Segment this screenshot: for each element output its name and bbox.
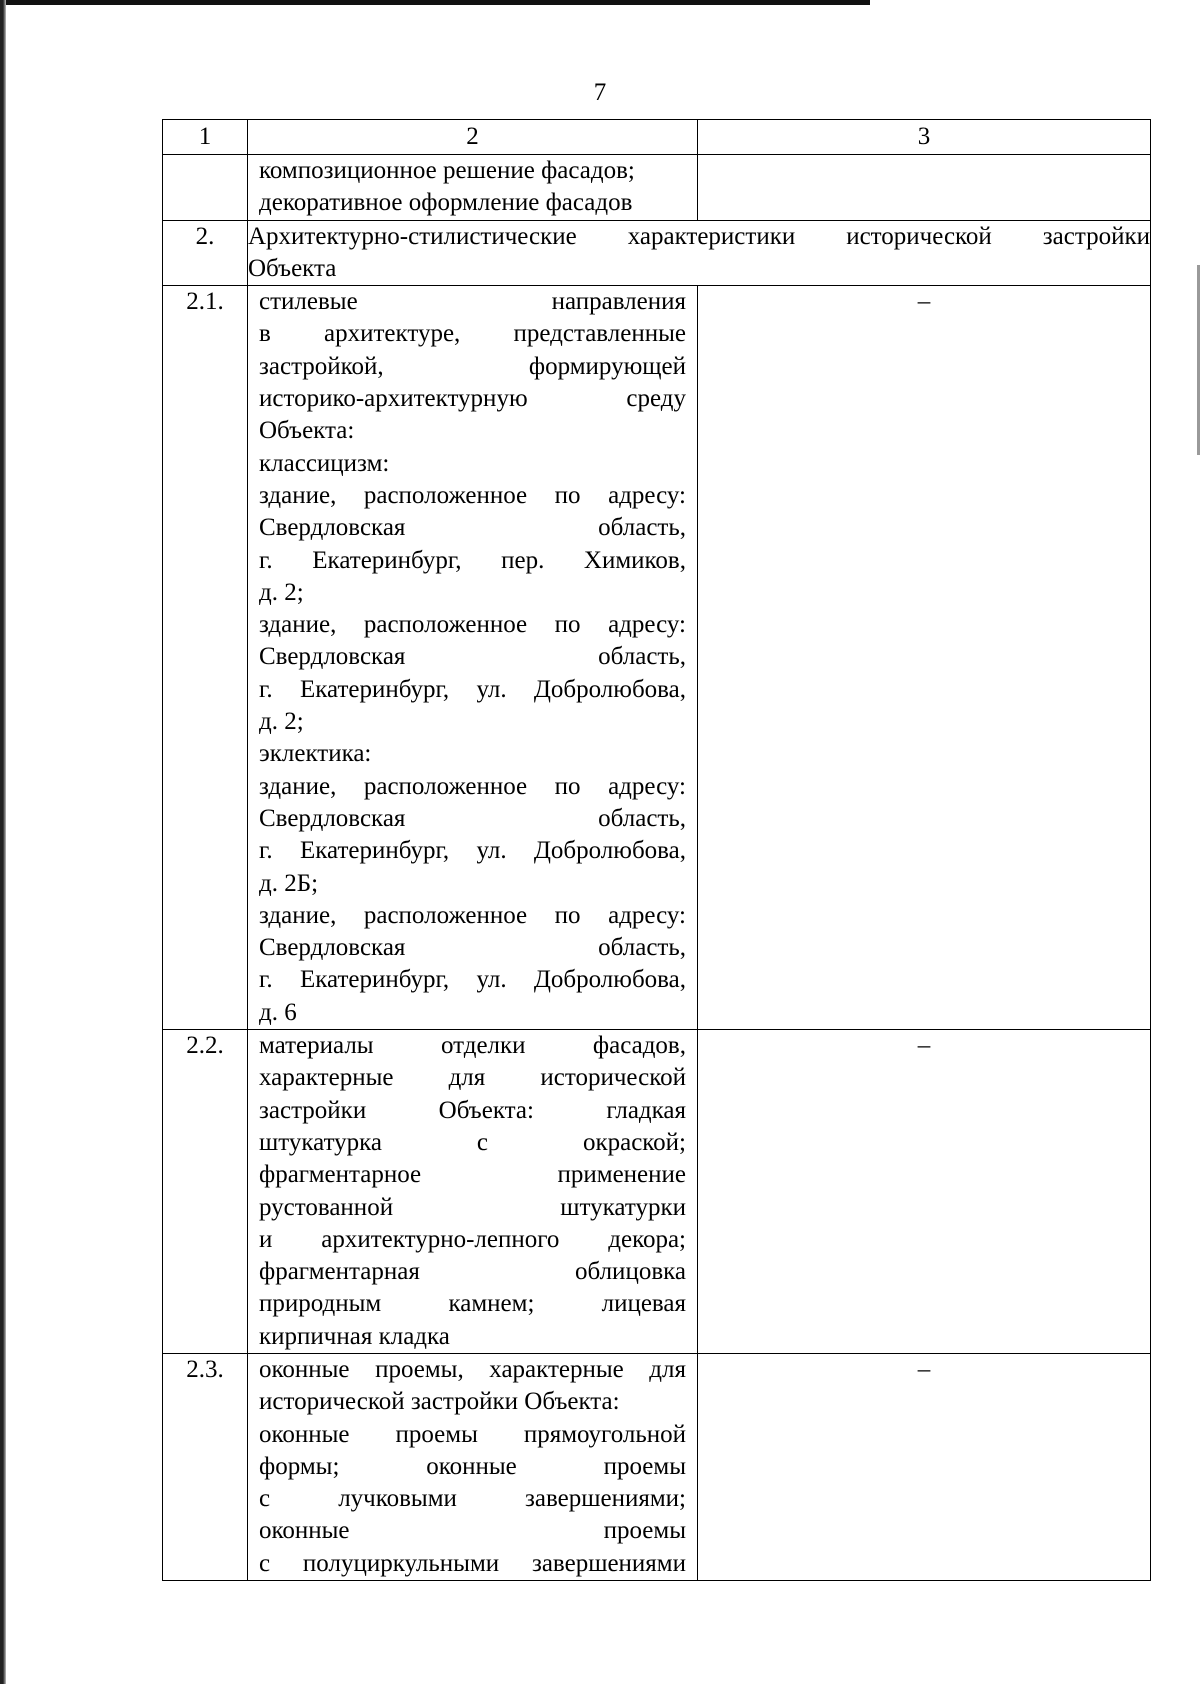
section-row-2 [163, 220, 1151, 286]
text-line: материалы отделки фасадов, [259, 1032, 686, 1060]
row-value-cell [698, 155, 1151, 221]
text-line: и архитектурно-лепного декора; [259, 1225, 686, 1253]
text-line: г. Екатеринбург, ул. Добролюбова, [259, 966, 686, 994]
row-number-cell: 2.3. [163, 1353, 248, 1580]
text-line: с полуциркульными завершениями [259, 1549, 686, 1577]
row-number-cell: 2.2. [163, 1030, 248, 1354]
text-line: Свердловская область, [259, 934, 686, 962]
text-line: г. Екатеринбург, ул. Добролюбова, [259, 675, 686, 703]
text-line: исторической застройки Объекта: [259, 1388, 620, 1416]
scan-edge-left [0, 0, 6, 1684]
section-title-cell [248, 220, 1151, 286]
text-line: в архитектуре, представленные [259, 320, 686, 348]
text-line: фрагментарное применение [259, 1161, 686, 1189]
text-line: с лучковыми завершениями; [259, 1485, 686, 1513]
row-value-cell: – [698, 1030, 1151, 1354]
text-line: фрагментарная облицовка [259, 1258, 686, 1286]
text-line: декоративное оформление фасадов [259, 189, 633, 217]
text-line: рустованной штукатурки [259, 1193, 686, 1221]
row-description-cell [248, 1353, 698, 1580]
section-number-cell: 2. [163, 220, 248, 286]
row-value-cell: – [698, 1353, 1151, 1580]
text-line: характерные для исторической [259, 1064, 686, 1092]
column-header-3: 3 [698, 120, 1151, 155]
table-row-2-2 [163, 1030, 1151, 1354]
text-line: оконные проемы [259, 1517, 686, 1545]
text-line: г. Екатеринбург, ул. Добролюбова, [259, 837, 686, 865]
section-title-line: Архитектурно-стилистические характеристики исторической застройки [248, 222, 1150, 250]
text-line: классицизм: [259, 449, 390, 477]
table-header-row [163, 120, 1151, 155]
row-value-cell: – [698, 286, 1151, 1030]
text-line: эклектика: [259, 740, 372, 768]
text-line: композиционное решение фасадов; [259, 157, 635, 184]
text-line: г. Екатеринбург, пер. Химиков, [259, 546, 686, 574]
text-line: застройки Объекта: гладкая [259, 1096, 686, 1124]
document-table [162, 119, 1151, 1581]
text-line: застройкой, формирующей [259, 352, 686, 380]
row-number-cell: 2.1. [163, 286, 248, 1030]
text-line: д. 2; [259, 578, 304, 606]
text-line: здание, расположенное по адресу: [259, 901, 686, 929]
text-line: историко-архитектурную среду [259, 385, 686, 413]
text-line: оконные проемы, характерные для [259, 1355, 686, 1383]
text-line: здание, расположенное по адресу: [259, 611, 686, 639]
table-row-2-3 [163, 1353, 1151, 1580]
text-line: Свердловская область, [259, 514, 686, 542]
table-row-continued [163, 155, 1151, 221]
text-line: д. 2Б; [259, 869, 319, 897]
text-line: здание, расположенное по адресу: [259, 481, 686, 509]
text-line: Свердловская область, [259, 804, 686, 832]
section-title-line: Объекта [248, 254, 337, 282]
text-line: штукатурка с окраской; [259, 1128, 686, 1156]
text-line: кирпичная кладка [259, 1322, 450, 1350]
text-line: Свердловская область, [259, 643, 686, 671]
scan-edge-top [0, 0, 870, 5]
row-description-cell [248, 155, 698, 221]
text-line: формы; оконные проемы [259, 1452, 686, 1480]
row-description-cell [248, 286, 698, 1030]
text-line: здание, расположенное по адресу: [259, 772, 686, 800]
row-number-cell [163, 155, 248, 221]
text-line: оконные проемы прямоугольной [259, 1420, 686, 1448]
column-header-2: 2 [248, 120, 698, 155]
table-row-2-1 [163, 286, 1151, 1030]
text-line: д. 6 [259, 998, 297, 1026]
text-line: природным камнем; лицевая [259, 1290, 686, 1318]
text-line: Объекта: [259, 417, 355, 445]
row-description-cell [248, 1030, 698, 1354]
column-header-1: 1 [163, 120, 248, 155]
text-line: стилевые направления [259, 288, 686, 316]
text-line: д. 2; [259, 708, 304, 736]
page-number: 7 [593, 79, 607, 106]
